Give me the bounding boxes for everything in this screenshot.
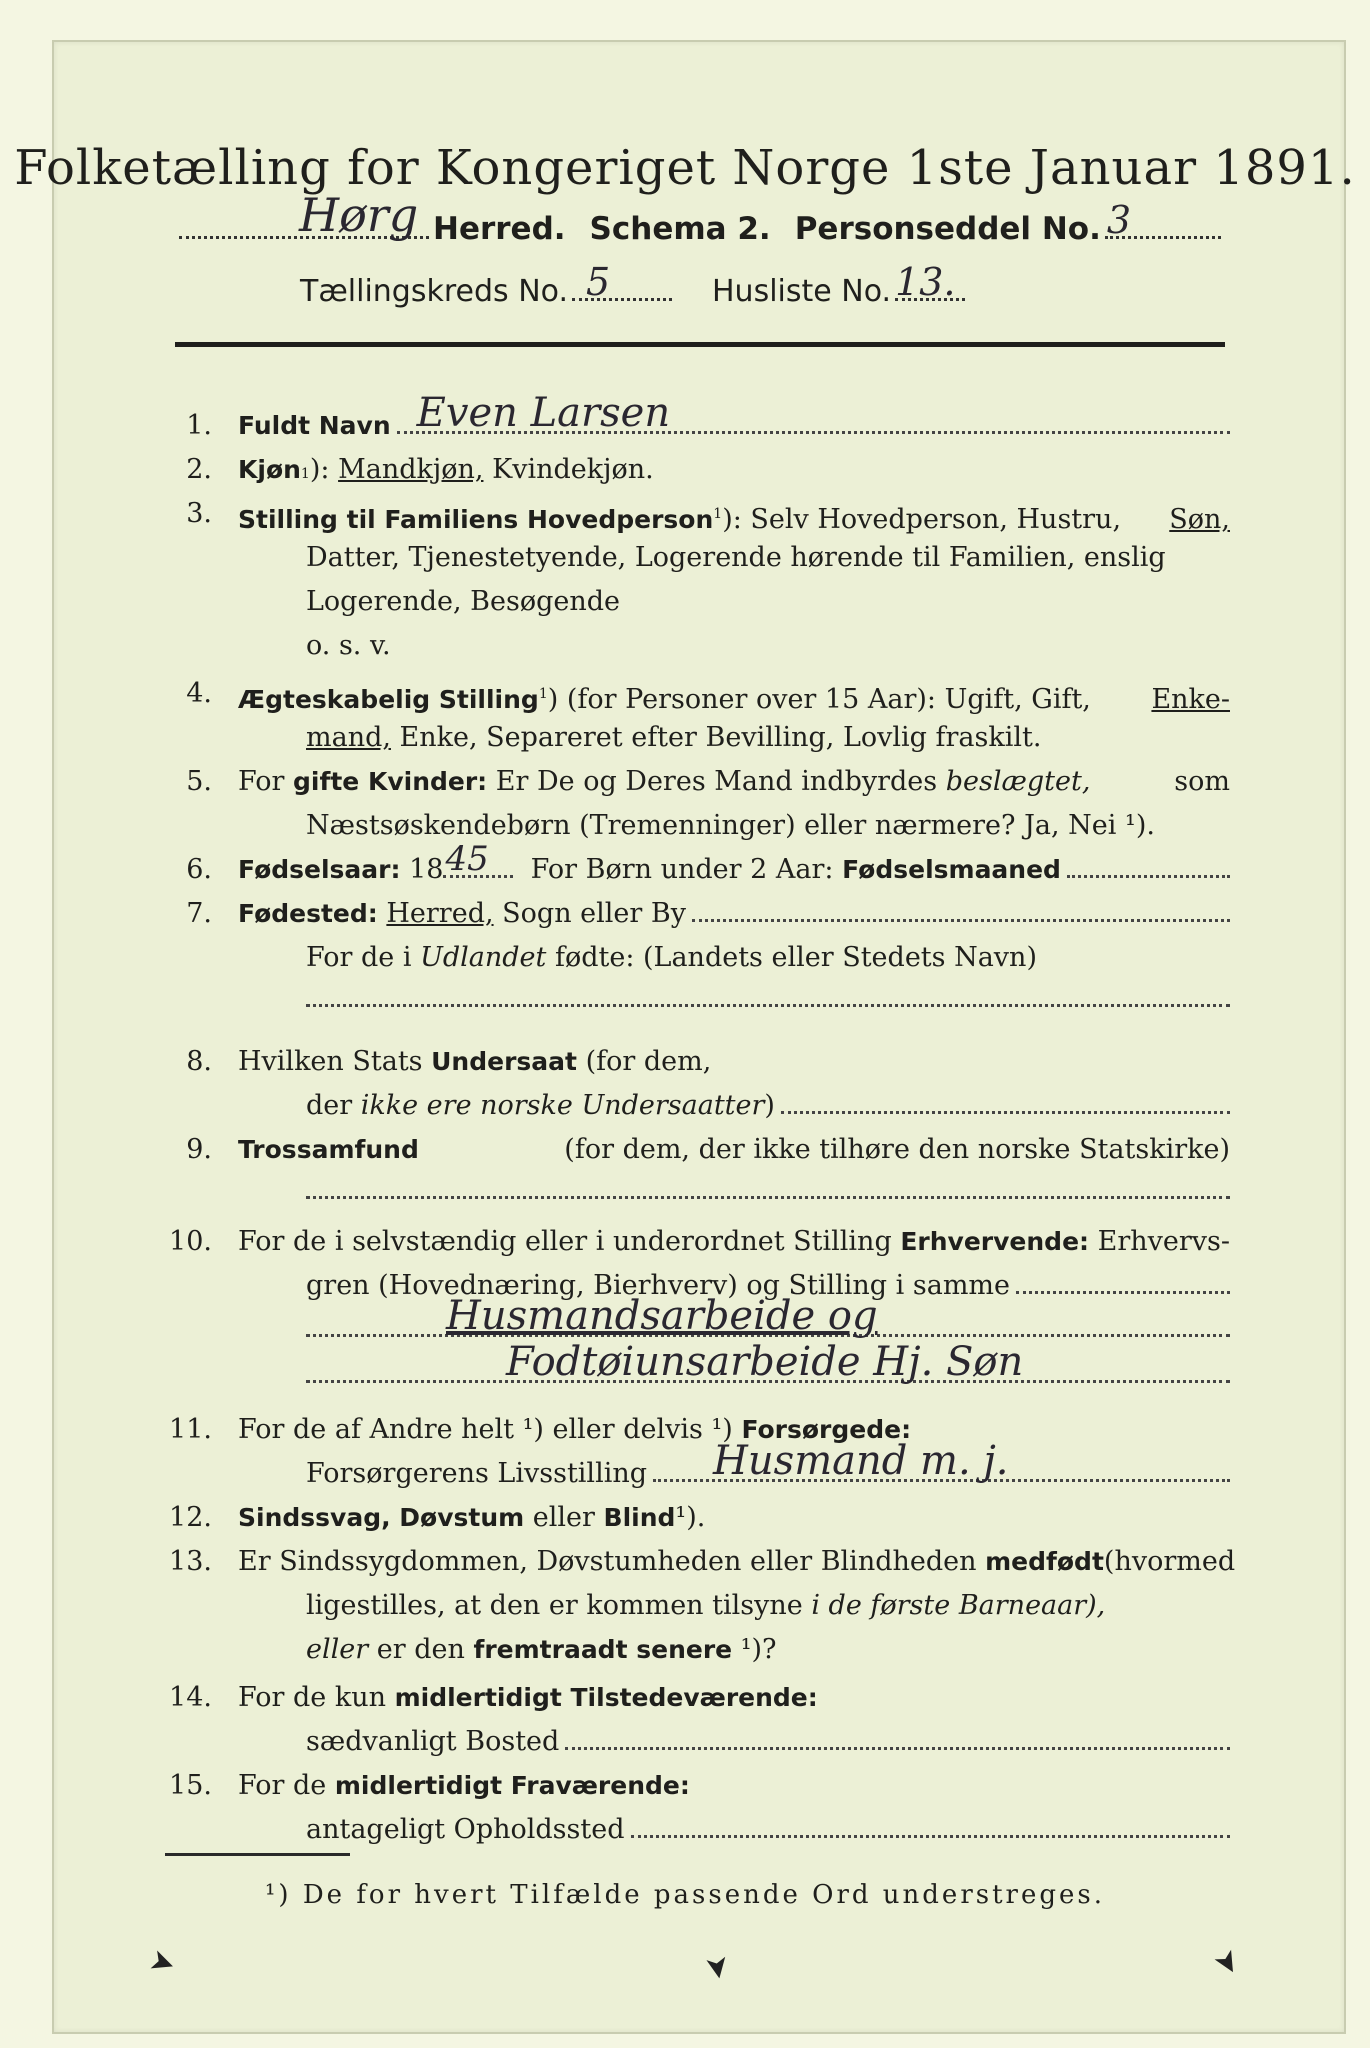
- item-continuation: o. s. v.: [306, 630, 391, 661]
- item-label: gifte Kvinder:: [293, 767, 488, 796]
- item-label: Fuldt Navn: [238, 411, 391, 440]
- item-number: 14.: [169, 1682, 212, 1713]
- item-question: For Børn under 2 Aar:: [530, 854, 834, 885]
- item-label-2: Blind: [603, 1503, 676, 1532]
- year-handwritten: 45: [445, 839, 489, 879]
- item-prefix: For: [238, 766, 285, 797]
- item-number: 4.: [186, 678, 212, 709]
- husliste-no-handwritten: 13.: [895, 260, 956, 304]
- item-number: 12.: [169, 1502, 212, 1533]
- item-continuation: Logerende, Besøgende: [306, 586, 620, 617]
- opholdssted-field: [631, 1811, 1231, 1838]
- item-label: Fødested:: [238, 899, 378, 928]
- item-text-a: For de i: [306, 942, 412, 973]
- item-text: [238, 1496, 1230, 1540]
- header-line-taellingskreds: [300, 260, 1200, 322]
- personseddel-field: [1105, 198, 1221, 242]
- item-text: [238, 1220, 1230, 1264]
- item-options: ): Selv Hovedperson, Hustru,: [722, 504, 1122, 535]
- item-italic: Udlandet: [420, 942, 547, 973]
- option-enkemand-underlined: Enke-: [1151, 684, 1230, 715]
- erhverv-handwritten-2: Fodtøiunsarbeide Hj. Søn: [506, 1339, 1024, 1385]
- item-label: Sindssvag, Døvstum: [238, 1503, 525, 1532]
- item-number: 3.: [186, 498, 212, 529]
- item-continuation: Datter, Tjenestetyende, Logerende hørende til Familien, enslig: [306, 542, 1166, 573]
- item-text-a: Hvilken Stats: [238, 1046, 423, 1077]
- item-continuation: [306, 1808, 1230, 1852]
- footnote: ¹) De for hvert Tilfælde passende Ord understreges.: [264, 1880, 1105, 1910]
- item-label: Erhvervende:: [900, 1227, 1090, 1256]
- corner-mark-center: ➤: [698, 1952, 737, 1983]
- item-question: Er De og Deres Mand indbyrdes: [495, 766, 938, 797]
- item-question: (for dem, der ikke tilhøre den norske Statskirke): [564, 1134, 1230, 1165]
- erhverv-field-3: [306, 1339, 1230, 1385]
- item-text-line2: gren (Hovednæring, Bierhverv) og Stilling i samme: [306, 1270, 1011, 1301]
- item-text-a: er den: [376, 1634, 465, 1665]
- dotted-line: [306, 980, 1230, 1007]
- herred-name-field: [179, 188, 429, 242]
- item-text-b: ¹).: [675, 1502, 706, 1533]
- item-text-b: (hvormed: [1103, 1546, 1236, 1577]
- bosted-field: [565, 1723, 1230, 1750]
- option-son-underlined: Søn,: [1169, 504, 1230, 535]
- taellingskreds-no-handwritten: 5: [586, 260, 611, 304]
- footnote-divider: [165, 1853, 350, 1856]
- herred-name-handwritten: Hørg: [299, 188, 419, 242]
- corner-mark-left: ➤: [144, 1941, 181, 1984]
- item-label: Forsørgede:: [741, 1415, 912, 1444]
- erhverv-field-2: [306, 1293, 1230, 1339]
- item-text: [238, 492, 1230, 542]
- item-text: [238, 839, 1230, 892]
- item-text-a: For de kun: [238, 1682, 386, 1713]
- item-number: 15.: [169, 1770, 212, 1801]
- item-italic: ikke ere norske Undersaatter: [360, 1090, 765, 1121]
- item-number: 11.: [169, 1414, 212, 1445]
- year-field: [443, 839, 513, 879]
- item-continuation: Næstsøskendebørn (Tremenninger) eller nærmere? Ja, Nei ¹).: [306, 810, 1155, 841]
- item-text: [238, 1540, 1236, 1584]
- header-line-herred: [175, 188, 1225, 270]
- personseddel-label: Personseddel No.: [794, 211, 1101, 247]
- erhverv-field-1: [1016, 1267, 1230, 1294]
- item-text: [238, 1040, 1230, 1084]
- item-italic: eller: [306, 1634, 369, 1665]
- header-divider: [175, 342, 1225, 347]
- item-text-a: eller: [532, 1502, 595, 1533]
- fodselsmaaned-field: [1067, 851, 1230, 878]
- item-text-line2: sædvanligt Bosted: [306, 1726, 560, 1757]
- item-text: [238, 448, 1230, 496]
- item-text-b: (for dem,: [585, 1046, 712, 1077]
- option-kvindekjon: Kvindekjøn.: [492, 454, 654, 485]
- schema-label: Schema 2.: [589, 211, 771, 247]
- fodested-field: [692, 895, 1230, 922]
- corner-mark-right: ➤: [1206, 1942, 1250, 1983]
- footnote-ref: 1: [713, 506, 723, 522]
- item-label: Trossamfund: [238, 1135, 419, 1164]
- item-text-a: For de: [238, 1770, 327, 1801]
- item-continuation: [306, 716, 1230, 760]
- husliste-label: Husliste No.: [712, 274, 892, 309]
- item-text-a: ligestilles, at den er kommen tilsyne: [306, 1590, 803, 1621]
- item-text-b: Erhvervs-: [1097, 1226, 1230, 1257]
- taellingskreds-label: Tællingskreds No.: [300, 274, 568, 309]
- erhverv-handwritten-1: Husmandsarbeide og: [446, 1293, 878, 1339]
- footnote-ref: 1: [300, 466, 310, 482]
- item-continuation: [306, 1084, 1230, 1128]
- item-continuation: [306, 1584, 1230, 1628]
- item-number: 7.: [186, 898, 212, 929]
- item-text-b: fødte: (Landets eller Stedets Navn): [554, 942, 1037, 973]
- item-text-line2: antageligt Opholdssted: [306, 1814, 625, 1845]
- item-text-c: ¹)?: [740, 1634, 777, 1665]
- footnote-ref: 1: [538, 686, 548, 702]
- item-number: 6.: [186, 854, 212, 885]
- item-text-line2: Forsørgerens Livsstilling: [306, 1458, 648, 1489]
- item-text-a: For de af Andre helt ¹) eller delvis ¹): [238, 1414, 733, 1445]
- item-italic: beslægtet,: [945, 766, 1091, 797]
- item-label: Undersaat: [431, 1047, 577, 1076]
- year-prefix: 18: [409, 854, 444, 885]
- udland-field: [306, 980, 1230, 1007]
- item-label: Ægteskabelig Stilling: [238, 685, 539, 714]
- item-text: [238, 390, 1230, 448]
- option-mandkjon-underlined: Mandkjøn,: [338, 454, 484, 485]
- herred-label: Herred.: [433, 211, 566, 247]
- item-number: 8.: [186, 1046, 212, 1077]
- name-field: [397, 390, 1230, 436]
- item-continuation: [306, 1438, 1230, 1496]
- forsorger-handwritten: Husmand m. j.: [713, 1438, 1009, 1484]
- item-text-a: der: [306, 1090, 353, 1121]
- option-enkemand-underlined-2: mand,: [306, 722, 391, 753]
- item-text-a: Er Sindssygdommen, Døvstumheden eller Blindheden: [238, 1546, 977, 1577]
- item-text: [238, 760, 1230, 804]
- item-number: 5.: [186, 766, 212, 797]
- item-label: Fødselsaar:: [238, 855, 401, 884]
- item-number: 13.: [169, 1546, 212, 1577]
- item-options: Sogn eller By: [502, 898, 686, 929]
- undersaat-field: [781, 1087, 1230, 1114]
- item-label: midlertidigt Fraværende:: [334, 1771, 690, 1800]
- item-label-2: Fødselsmaaned: [842, 855, 1061, 884]
- item-label: Stilling til Familiens Hovedperson: [238, 505, 714, 534]
- husliste-field: [895, 260, 965, 304]
- item-text: [238, 1676, 1230, 1720]
- dotted-line: [306, 1339, 1230, 1385]
- item-text-b: ): [764, 1090, 775, 1121]
- item-number: 9.: [186, 1134, 212, 1165]
- item-number: 2.: [186, 454, 212, 485]
- item-label: medfødt: [985, 1547, 1104, 1576]
- dotted-line: [306, 1172, 1230, 1199]
- item-text: [238, 672, 1230, 722]
- form-title: Folketælling for Kongeriget Norge 1ste Januar 1891.: [14, 140, 1356, 196]
- item-question-end: som: [1174, 766, 1230, 797]
- item-italic: i de første Barneaar),: [811, 1590, 1106, 1621]
- item-text: [238, 892, 1230, 936]
- option-herred-underlined: Herred,: [386, 898, 494, 929]
- item-number: 10.: [169, 1226, 212, 1257]
- forsorger-field: [653, 1438, 1230, 1484]
- item-label: midlertidigt Tilstedeværende:: [394, 1683, 818, 1712]
- name-handwritten: Even Larsen: [416, 390, 671, 436]
- item-text: [238, 1764, 1230, 1808]
- item-text-a: For de i selvstændig eller i underordnet Stilling: [238, 1226, 892, 1257]
- item-text: [238, 1128, 1230, 1172]
- item-number: 1.: [186, 410, 212, 441]
- item-punct: ):: [309, 454, 330, 485]
- item-continuation: [306, 1720, 1230, 1764]
- item-continuation: [306, 936, 1230, 980]
- item-options: Enke, Separeret efter Bevilling, Lovlig fraskilt.: [390, 722, 1042, 753]
- trossamfund-field: [306, 1172, 1230, 1199]
- taellingskreds-field: [572, 260, 672, 304]
- item-continuation: [306, 1628, 1230, 1672]
- item-label: Kjøn: [238, 455, 301, 484]
- personseddel-no-handwritten: 3: [1106, 198, 1132, 242]
- dotted-line: [306, 1293, 1230, 1339]
- item-options: ) (for Personer over 15 Aar): Ugift, Gift,: [547, 684, 1091, 715]
- item-label-2: fremtraadt senere: [473, 1635, 733, 1664]
